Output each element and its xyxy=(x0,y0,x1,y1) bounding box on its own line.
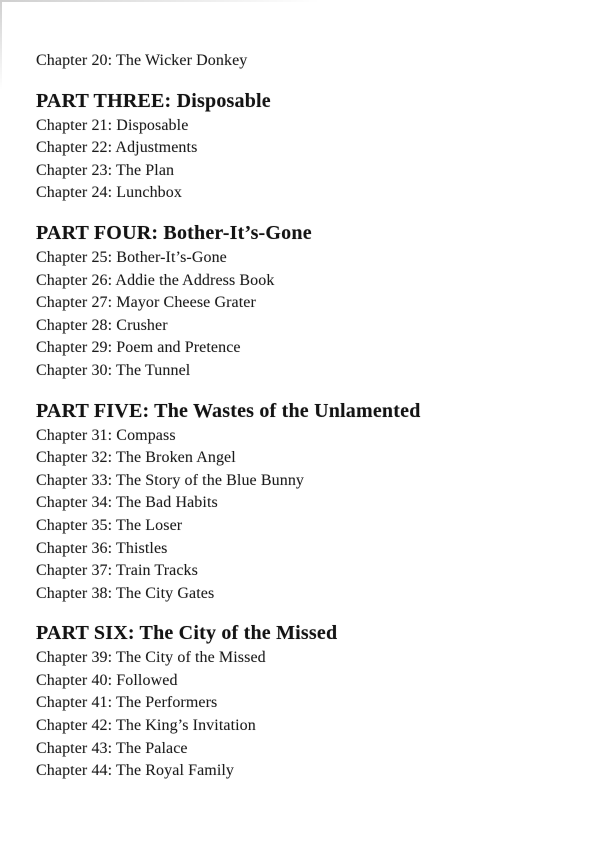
toc-section-part-five xyxy=(36,399,570,606)
part-heading: PART THREE: Disposable xyxy=(36,89,271,112)
chapter-entry: Chapter 36: Thistles xyxy=(36,539,168,557)
chapter-entry: Chapter 34: The Bad Habits xyxy=(36,494,218,512)
chapter-entry: Chapter 38: The City Gates xyxy=(36,584,215,602)
chapter-entry: Chapter 29: Poem and Pretence xyxy=(36,339,241,357)
chapter-entry: Chapter 21: Disposable xyxy=(36,116,189,134)
chapter-entry: Chapter 39: The City of the Missed xyxy=(36,649,266,667)
toc-section-intro xyxy=(36,50,570,73)
chapter-entry: Chapter 33: The Story of the Blue Bunny xyxy=(36,471,305,489)
chapter-entry: Chapter 32: The Broken Angel xyxy=(36,449,236,467)
chapter-entry: Chapter 28: Crusher xyxy=(36,316,168,334)
chapter-entry: Chapter 40: Followed xyxy=(36,671,178,689)
chapter-entry: Chapter 41: The Performers xyxy=(36,694,218,712)
chapter-entry: Chapter 35: The Loser xyxy=(36,516,183,534)
chapter-entry: Chapter 31: Compass xyxy=(36,426,176,444)
toc-section-part-three xyxy=(36,89,570,205)
chapter-entry: Chapter 44: The Royal Family xyxy=(36,762,235,780)
chapter-entry: Chapter 27: Mayor Cheese Grater xyxy=(36,294,256,312)
toc-section-part-four xyxy=(36,221,570,383)
chapter-entry: Chapter 24: Lunchbox xyxy=(36,184,182,202)
part-heading: PART FIVE: The Wastes of the Unlamented xyxy=(36,399,421,422)
chapter-entry: Chapter 25: Bother-It’s-Gone xyxy=(36,248,227,266)
chapter-entry: Chapter 42: The King’s Invitation xyxy=(36,717,256,735)
part-heading: PART SIX: The City of the Missed xyxy=(36,622,338,645)
chapter-entry: Chapter 30: The Tunnel xyxy=(36,361,191,379)
toc-section-part-six xyxy=(36,621,570,783)
chapter-entry: Chapter 23: The Plan xyxy=(36,161,175,179)
chapter-entry: Chapter 20: The Wicker Donkey xyxy=(36,52,248,69)
chapter-entry: Chapter 26: Addie the Address Book xyxy=(36,271,275,289)
chapter-entry: Chapter 22: Adjustments xyxy=(36,139,198,157)
chapter-entry: Chapter 43: The Palace xyxy=(36,739,188,757)
part-heading: PART FOUR: Bother-It’s-Gone xyxy=(36,221,312,244)
chapter-entry: Chapter 37: Train Tracks xyxy=(36,562,198,580)
